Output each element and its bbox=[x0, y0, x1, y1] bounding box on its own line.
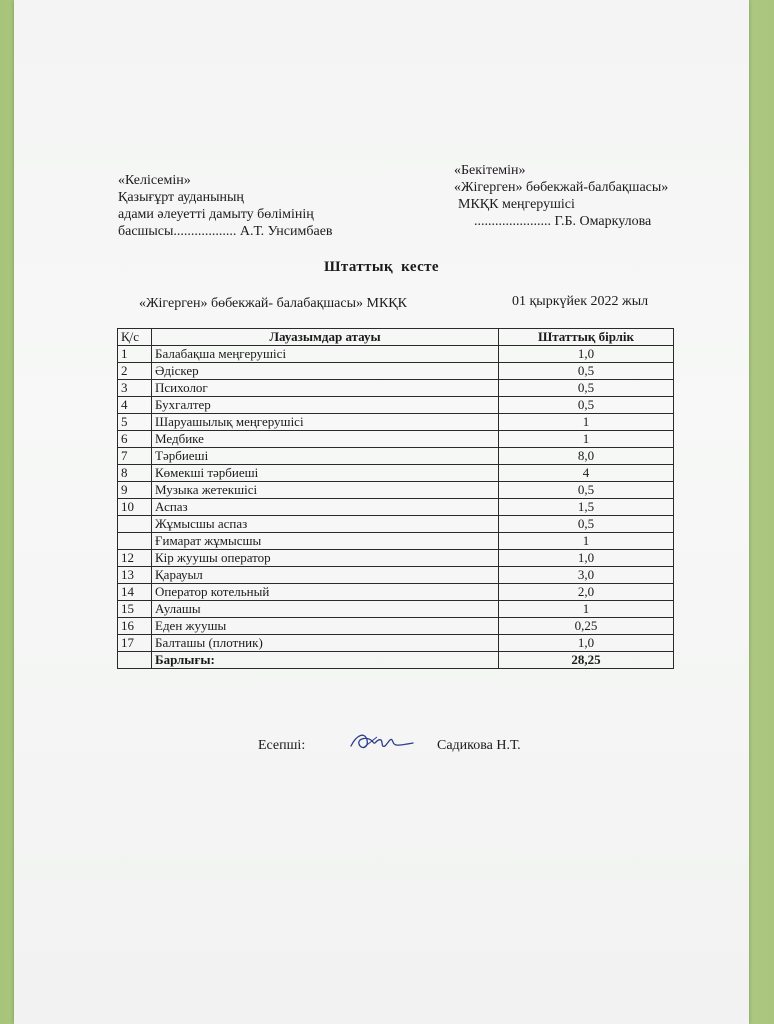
row-position: Медбике bbox=[152, 431, 499, 448]
table-row bbox=[118, 618, 674, 635]
approval-left-line-3: адами әлеуетті дамыту бөлімінің bbox=[118, 207, 314, 222]
table-row bbox=[118, 533, 674, 550]
row-number: 9 bbox=[118, 482, 152, 499]
row-units: 1 bbox=[499, 414, 674, 431]
row-position: Жұмысшы аспаз bbox=[152, 516, 499, 533]
row-number: 4 bbox=[118, 397, 152, 414]
total-value: 28,25 bbox=[499, 652, 674, 669]
row-position: Оператор котельный bbox=[152, 584, 499, 601]
row-number: 6 bbox=[118, 431, 152, 448]
table-row bbox=[118, 346, 674, 363]
accountant-name: Садикова Н.Т. bbox=[437, 738, 521, 753]
row-number: 17 bbox=[118, 635, 152, 652]
approval-right-line-1: «Бекітемін» bbox=[454, 163, 526, 178]
approval-right-line-2: «Жігерген» бөбекжай-балбақшасы» bbox=[454, 180, 669, 195]
table-row bbox=[118, 499, 674, 516]
row-number: 1 bbox=[118, 346, 152, 363]
approval-right-line-4: ...................... Г.Б. Омаркулова bbox=[474, 214, 652, 229]
row-units: 3,0 bbox=[499, 567, 674, 584]
row-units: 0,5 bbox=[499, 380, 674, 397]
organization-name: «Жігерген» бөбекжай- балабақшасы» МКҚК bbox=[139, 296, 407, 311]
approval-right-block bbox=[454, 162, 668, 230]
document-date: 01 қыркүйек 2022 жыл bbox=[512, 294, 649, 309]
row-units: 1 bbox=[499, 431, 674, 448]
table-header-row bbox=[118, 329, 674, 346]
row-units: 1,0 bbox=[499, 550, 674, 567]
row-position: Аспаз bbox=[152, 499, 499, 516]
table-row bbox=[118, 601, 674, 618]
row-number: 3 bbox=[118, 380, 152, 397]
header-position-name: Лауазымдар атауы bbox=[152, 329, 499, 346]
table-row bbox=[118, 448, 674, 465]
row-number: 2 bbox=[118, 363, 152, 380]
signature-image bbox=[347, 728, 417, 754]
total-label: Барлығы: bbox=[152, 652, 499, 669]
row-position: Ғимарат жұмысшы bbox=[152, 533, 499, 550]
row-number: 14 bbox=[118, 584, 152, 601]
header-staff-units: Штаттық бірлік bbox=[499, 329, 674, 346]
table-row bbox=[118, 431, 674, 448]
row-position: Балабақша меңгерушісі bbox=[152, 346, 499, 363]
header-number: Қ/с bbox=[118, 329, 152, 346]
row-units: 8,0 bbox=[499, 448, 674, 465]
table-row bbox=[118, 380, 674, 397]
row-units: 0,5 bbox=[499, 482, 674, 499]
row-number: 8 bbox=[118, 465, 152, 482]
row-number bbox=[118, 516, 152, 533]
table-body bbox=[118, 346, 674, 669]
row-position: Балташы (плотник) bbox=[152, 635, 499, 652]
row-units: 1,0 bbox=[499, 346, 674, 363]
row-position: Психолог bbox=[152, 380, 499, 397]
row-number: 10 bbox=[118, 499, 152, 516]
row-number: 5 bbox=[118, 414, 152, 431]
row-number: 12 bbox=[118, 550, 152, 567]
row-position: Аулашы bbox=[152, 601, 499, 618]
row-units: 0,5 bbox=[499, 397, 674, 414]
table-row bbox=[118, 567, 674, 584]
table-row bbox=[118, 584, 674, 601]
table-row bbox=[118, 414, 674, 431]
row-position: Көмекші тәрбиеші bbox=[152, 465, 499, 482]
row-number: 16 bbox=[118, 618, 152, 635]
row-position: Шаруашылық меңгерушісі bbox=[152, 414, 499, 431]
row-position: Музыка жетекшісі bbox=[152, 482, 499, 499]
row-position: Қарауыл bbox=[152, 567, 499, 584]
table-row bbox=[118, 465, 674, 482]
row-number bbox=[118, 533, 152, 550]
row-units: 0,5 bbox=[499, 363, 674, 380]
total-empty-cell bbox=[118, 652, 152, 669]
approval-left-block bbox=[118, 172, 333, 240]
accountant-label: Есепші: bbox=[258, 738, 306, 753]
staff-table bbox=[117, 328, 674, 669]
table-row bbox=[118, 550, 674, 567]
approval-left-line-4: басшысы.................. А.Т. Унсимбаев bbox=[118, 224, 333, 239]
row-units: 4 bbox=[499, 465, 674, 482]
row-units: 0,25 bbox=[499, 618, 674, 635]
row-number: 15 bbox=[118, 601, 152, 618]
approval-left-line-2: Қазығұрт ауданының bbox=[118, 190, 244, 205]
table-row bbox=[118, 516, 674, 533]
row-units: 1,5 bbox=[499, 499, 674, 516]
row-units: 1 bbox=[499, 601, 674, 618]
row-units: 2,0 bbox=[499, 584, 674, 601]
row-number: 7 bbox=[118, 448, 152, 465]
approval-left-line-1: «Келісемін» bbox=[118, 173, 191, 188]
row-units: 1 bbox=[499, 533, 674, 550]
row-number: 13 bbox=[118, 567, 152, 584]
row-units: 1,0 bbox=[499, 635, 674, 652]
table-row bbox=[118, 363, 674, 380]
table-row bbox=[118, 397, 674, 414]
row-position: Еден жуушы bbox=[152, 618, 499, 635]
row-position: Әдіскер bbox=[152, 363, 499, 380]
row-position: Бухгалтер bbox=[152, 397, 499, 414]
document-page bbox=[14, 0, 749, 1024]
row-units: 0,5 bbox=[499, 516, 674, 533]
total-row bbox=[118, 652, 674, 669]
table-row bbox=[118, 635, 674, 652]
approval-right-line-3: МКҚК меңгерушісі bbox=[458, 197, 575, 212]
row-position: Кір жуушы оператор bbox=[152, 550, 499, 567]
row-position: Тәрбиеші bbox=[152, 448, 499, 465]
table-row bbox=[118, 482, 674, 499]
document-title: Штаттық кесте bbox=[324, 259, 439, 275]
